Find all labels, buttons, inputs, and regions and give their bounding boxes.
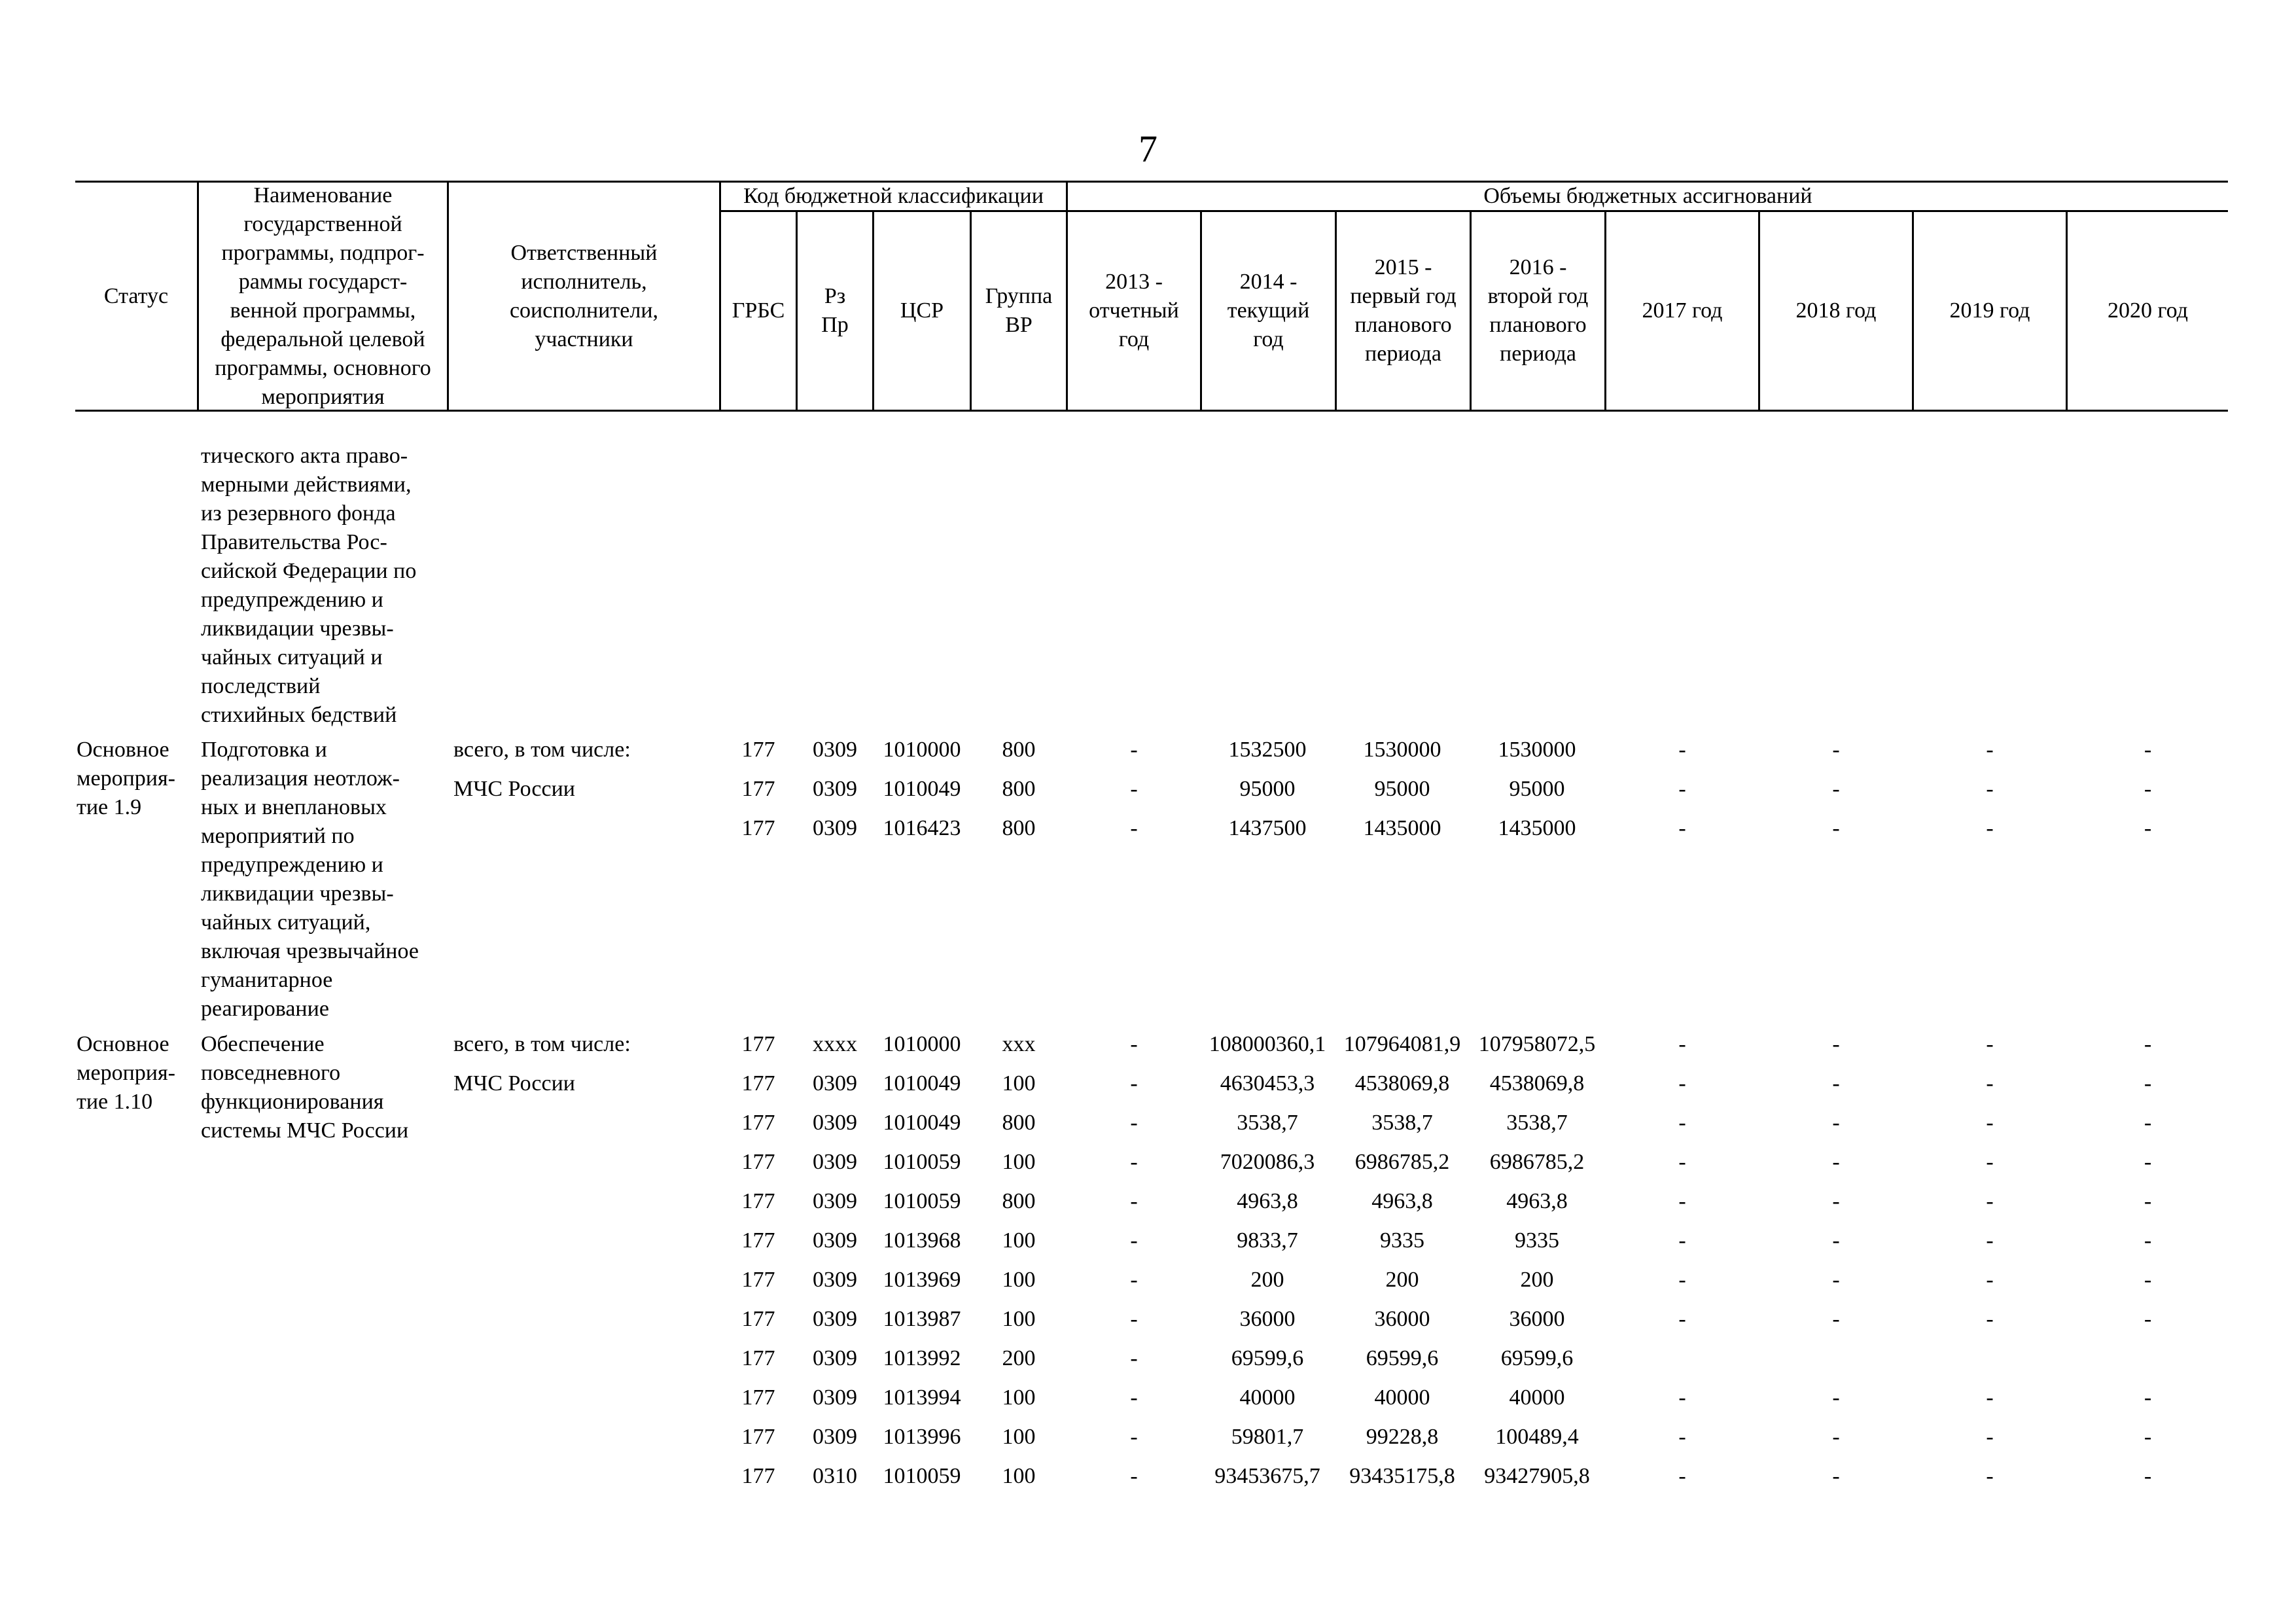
block1-row-2-y2020: - — [2144, 777, 2152, 801]
block2-row-9-y2013: - — [1130, 1346, 1138, 1370]
block1-row-1-y2013: - — [1130, 738, 1138, 762]
block1-row-1-y2018: - — [1832, 738, 1840, 762]
block1-row-1-rzpr: 0309 — [813, 738, 857, 762]
block2-row-11-y2013: - — [1130, 1425, 1138, 1449]
block2-row-1-y2015: 107964081,9 — [1343, 1032, 1461, 1056]
block2-row-6-y2013: - — [1130, 1228, 1138, 1253]
block1-row-3-y2016: 1435000 — [1498, 816, 1576, 840]
block1-row-1-y2017: - — [1678, 738, 1686, 762]
block2-row-2-y2015: 4538069,8 — [1354, 1071, 1450, 1096]
block2-row-7-vr: 100 — [1002, 1268, 1036, 1292]
block1-row-2-csr: 1010049 — [883, 777, 961, 801]
block2-row-12-y2016: 93427905,8 — [1484, 1464, 1590, 1488]
block2-row-7-y2015: 200 — [1385, 1268, 1419, 1292]
block2-row-3-y2016: 3538,7 — [1506, 1111, 1568, 1135]
block2-row-5-rzpr: 0309 — [813, 1189, 857, 1213]
block2-row-5-y2018: - — [1832, 1189, 1840, 1213]
block1-row-3-y2017: - — [1678, 816, 1686, 840]
block2-row-5-y2017: - — [1678, 1189, 1686, 1213]
header-program-name: Наименование государственной программы, подпрог- раммы государст- венной программы, федеральной целевой программы, основного мероприятия — [215, 183, 431, 409]
block2-row-2-vr: 100 — [1002, 1071, 1036, 1096]
block2-row-4-y2015: 6986785,2 — [1354, 1150, 1450, 1174]
block2-row-5-grbs: 177 — [741, 1189, 775, 1213]
block2-row-12-y2015: 93435175,8 — [1349, 1464, 1455, 1488]
block2-row-11-y2016: 100489,4 — [1495, 1425, 1579, 1449]
block2-row-7-y2018: - — [1832, 1268, 1840, 1292]
block1-row-2-y2015: 95000 — [1374, 777, 1430, 801]
block2-row-12-y2013: - — [1130, 1464, 1138, 1488]
block2-row-10-y2020: - — [2144, 1385, 2152, 1410]
block2-row-11-y2020: - — [2144, 1425, 2152, 1449]
block2-row-4-y2018: - — [1832, 1150, 1840, 1174]
block2-row-1-grbs: 177 — [741, 1032, 775, 1056]
block2-row-4-vr: 100 — [1002, 1150, 1036, 1174]
block2-row-5-y2020: - — [2144, 1189, 2152, 1213]
header-grbs: ГРБС — [732, 298, 785, 323]
block2-row-6-y2018: - — [1832, 1228, 1840, 1253]
block2-row-11-y2014: 59801,7 — [1231, 1425, 1304, 1449]
block1-row-1-vr: 800 — [1002, 738, 1036, 762]
block2-row-5-y2016: 4963,8 — [1506, 1189, 1568, 1213]
header-2013: 2013 - отчетный год — [1089, 270, 1179, 351]
block2-row-12-y2017: - — [1678, 1464, 1686, 1488]
block1-row-3-y2020: - — [2144, 816, 2152, 840]
block2-row-1-y2018: - — [1832, 1032, 1840, 1056]
block1-row-1-y2014: 1532500 — [1228, 738, 1307, 762]
block2-row-4-grbs: 177 — [741, 1150, 775, 1174]
header-csr: ЦСР — [900, 298, 944, 323]
block2-row-11-y2019: - — [1986, 1425, 1994, 1449]
block2-row-7-y2016: 200 — [1520, 1268, 1554, 1292]
header-budget-code-group: Код бюджетной классификации — [743, 184, 1044, 208]
block1-row-3-csr: 1016423 — [883, 816, 961, 840]
block2-row-7-csr: 1013969 — [883, 1268, 961, 1292]
block2-row-1-y2017: - — [1678, 1032, 1686, 1056]
block1-row-1-y2019: - — [1986, 738, 1994, 762]
block2-row-4-y2016: 6986785,2 — [1489, 1150, 1585, 1174]
block2-row-3-y2018: - — [1832, 1111, 1840, 1135]
block2-row-12-csr: 1010059 — [883, 1464, 961, 1488]
block2-row-10-y2014: 40000 — [1239, 1385, 1296, 1410]
block2-row-8-y2019: - — [1986, 1307, 1994, 1331]
block2-row-10-y2017: - — [1678, 1385, 1686, 1410]
block2-row-3-vr: 800 — [1002, 1111, 1036, 1135]
block2-row-9-grbs: 177 — [741, 1346, 775, 1370]
block2-row-1-y2020: - — [2144, 1032, 2152, 1056]
block2-row-10-rzpr: 0309 — [813, 1385, 857, 1410]
block2-row-9-y2015: 69599,6 — [1366, 1346, 1439, 1370]
block2-row-8-rzpr: 0309 — [813, 1307, 857, 1331]
block2-row-3-grbs: 177 — [741, 1111, 775, 1135]
block2-row-12-vr: 100 — [1002, 1464, 1036, 1488]
block2-row-4-csr: 1010059 — [883, 1150, 961, 1174]
block1-row-2-y2019: - — [1986, 777, 1994, 801]
block2-row-6-csr: 1013968 — [883, 1228, 961, 1253]
block2-row-1-csr: 1010000 — [883, 1032, 961, 1056]
block2-row-1-y2019: - — [1986, 1032, 1994, 1056]
block2-row-3-y2020: - — [2144, 1111, 2152, 1135]
block2-row-2-y2013: - — [1130, 1071, 1138, 1096]
header-2019: 2019 год — [1949, 298, 2030, 323]
block2-row-10-y2019: - — [1986, 1385, 1994, 1410]
block2-row-8-y2015: 36000 — [1374, 1307, 1430, 1331]
block1-row-3-rzpr: 0309 — [813, 816, 857, 840]
block2-row-3-rzpr: 0309 — [813, 1111, 857, 1135]
block2-row-7-y2019: - — [1986, 1268, 1994, 1292]
block1-row-3-y2013: - — [1130, 816, 1138, 840]
block2-row-7-rzpr: 0309 — [813, 1268, 857, 1292]
block2-row-10-y2013: - — [1130, 1385, 1138, 1410]
block2-row-7-y2017: - — [1678, 1268, 1686, 1292]
block2-row-2-y2019: - — [1986, 1071, 1994, 1096]
block2-row-8-y2014: 36000 — [1239, 1307, 1296, 1331]
block2-row-5-y2015: 4963,8 — [1371, 1189, 1433, 1213]
block2-row-1-y2016: 107958072,5 — [1478, 1032, 1596, 1056]
block2-row-3-y2013: - — [1130, 1111, 1138, 1135]
block2-row-3-y2017: - — [1678, 1111, 1686, 1135]
block2-row-1-y2014: 108000360,1 — [1209, 1032, 1326, 1056]
block2-row-2-rzpr: 0309 — [813, 1071, 857, 1096]
block2-row-3-y2019: - — [1986, 1111, 1994, 1135]
block2-row-11-grbs: 177 — [741, 1425, 775, 1449]
block2-row-6-y2016: 9335 — [1515, 1228, 1559, 1253]
header-budget-volumes-group: Объемы бюджетных ассигнований — [1483, 184, 1812, 208]
block1-row-2-grbs: 177 — [741, 777, 775, 801]
block2-row-10-y2018: - — [1832, 1385, 1840, 1410]
block2-row-4-y2020: - — [2144, 1150, 2152, 1174]
header-2020: 2020 год — [2108, 298, 2188, 323]
block2-row-9-y2016: 69599,6 — [1500, 1346, 1574, 1370]
block2-row-8-grbs: 177 — [741, 1307, 775, 1331]
block2-row-9-y2014: 69599,6 — [1231, 1346, 1304, 1370]
block1-row-1-y2020: - — [2144, 738, 2152, 762]
block2-row-1-exec: всего, в том числе: — [453, 1032, 631, 1056]
block2-row-3-csr: 1010049 — [883, 1111, 961, 1135]
block2-row-6-y2019: - — [1986, 1228, 1994, 1253]
block2-row-10-y2016: 40000 — [1509, 1385, 1565, 1410]
block2-row-10-grbs: 177 — [741, 1385, 775, 1410]
header-vr: Группа ВР — [985, 284, 1053, 337]
block2-row-6-y2015: 9335 — [1380, 1228, 1424, 1253]
block1-row-1-y2016: 1530000 — [1498, 738, 1576, 762]
block1-row-2-exec: МЧС России — [453, 777, 575, 801]
block2-row-12-y2019: - — [1986, 1464, 1994, 1488]
block2-row-1-vr: xxx — [1002, 1032, 1036, 1056]
block2-row-6-vr: 100 — [1002, 1228, 1036, 1253]
block2-row-11-vr: 100 — [1002, 1425, 1036, 1449]
block2-row-2-y2020: - — [2144, 1071, 2152, 1096]
block2-row-6-y2020: - — [2144, 1228, 2152, 1253]
block1-row-2-y2014: 95000 — [1239, 777, 1296, 801]
block2-row-4-y2017: - — [1678, 1150, 1686, 1174]
block2-row-6-y2014: 9833,7 — [1237, 1228, 1298, 1253]
block2-row-8-csr: 1013987 — [883, 1307, 961, 1331]
block1-row-2-y2016: 95000 — [1509, 777, 1565, 801]
block1-row-2-rzpr: 0309 — [813, 777, 857, 801]
block2-row-2-exec: МЧС России — [453, 1071, 575, 1096]
block2-row-8-y2013: - — [1130, 1307, 1138, 1331]
block1-row-3-y2015: 1435000 — [1363, 816, 1441, 840]
block2-row-12-y2018: - — [1832, 1464, 1840, 1488]
block1-row-1-y2015: 1530000 — [1363, 738, 1441, 762]
block2-row-9-csr: 1013992 — [883, 1346, 961, 1370]
header-2017: 2017 год — [1642, 298, 1723, 323]
block1-row-1-grbs: 177 — [741, 738, 775, 762]
block2-row-12-y2014: 93453675,7 — [1214, 1464, 1320, 1488]
block2-row-1-y2013: - — [1130, 1032, 1138, 1056]
block1-row-3-y2018: - — [1832, 816, 1840, 840]
block2-row-11-y2017: - — [1678, 1425, 1686, 1449]
block2-row-4-y2013: - — [1130, 1150, 1138, 1174]
block2-row-2-y2014: 4630453,3 — [1220, 1071, 1315, 1096]
block2-row-12-rzpr: 0310 — [813, 1464, 857, 1488]
block2-row-12-y2020: - — [2144, 1464, 2152, 1488]
block2-row-8-y2018: - — [1832, 1307, 1840, 1331]
header-2018: 2018 год — [1795, 298, 1877, 323]
block2-row-8-vr: 100 — [1002, 1307, 1036, 1331]
block2-row-5-y2014: 4963,8 — [1237, 1189, 1298, 1213]
header-2015: 2015 - первый год планового периода — [1350, 255, 1457, 366]
block2-row-2-y2018: - — [1832, 1071, 1840, 1096]
block2-row-4-y2014: 7020086,3 — [1220, 1150, 1315, 1174]
block2-status: Основное мероприя- тие 1.10 — [77, 1032, 175, 1114]
block2-row-7-y2013: - — [1130, 1268, 1138, 1292]
block2-row-2-csr: 1010049 — [883, 1071, 961, 1096]
continuation-name-text: тического акта право- мерными действиями, из резервного фонда Правительства Рос- сийской Федерации по предупреждению и ликвидации чрезвы- чайных ситуаций и последствий стихийных бедствий — [201, 444, 417, 727]
block2-row-5-csr: 1010059 — [883, 1189, 961, 1213]
block2-row-11-y2015: 99228,8 — [1366, 1425, 1439, 1449]
header-status: Статус — [103, 283, 169, 308]
block2-row-6-grbs: 177 — [741, 1228, 775, 1253]
block1-row-3-y2019: - — [1986, 816, 1994, 840]
block2-row-8-y2016: 36000 — [1509, 1307, 1565, 1331]
block2-row-7-grbs: 177 — [741, 1268, 775, 1292]
block2-row-6-rzpr: 0309 — [813, 1228, 857, 1253]
page-number: 7 — [1139, 128, 1157, 170]
block2-row-9-rzpr: 0309 — [813, 1346, 857, 1370]
block2-row-5-vr: 800 — [1002, 1189, 1036, 1213]
block2-row-5-y2013: - — [1130, 1189, 1138, 1213]
block2-row-5-y2019: - — [1986, 1189, 1994, 1213]
block1-row-3-y2014: 1437500 — [1228, 816, 1307, 840]
block2-row-2-y2016: 4538069,8 — [1489, 1071, 1585, 1096]
block2-row-9-vr: 200 — [1002, 1346, 1036, 1370]
block2-row-11-csr: 1013996 — [883, 1425, 961, 1449]
block1-row-1-exec: всего, в том числе: — [453, 738, 631, 762]
block1-row-3-vr: 800 — [1002, 816, 1036, 840]
header-2016: 2016 - второй год планового периода — [1487, 255, 1589, 366]
block2-row-4-rzpr: 0309 — [813, 1150, 857, 1174]
header-rzpr: Рз Пр — [821, 284, 849, 337]
block2-row-8-y2017: - — [1678, 1307, 1686, 1331]
block2-row-2-grbs: 177 — [741, 1071, 775, 1096]
header-executor: Ответственный исполнитель, соисполнители, участники — [509, 240, 659, 351]
header-2014: 2014 - текущий год — [1227, 270, 1310, 351]
block2-row-3-y2014: 3538,7 — [1237, 1111, 1298, 1135]
block1-status: Основное мероприя- тие 1.9 — [77, 738, 175, 819]
block2-row-10-y2015: 40000 — [1374, 1385, 1430, 1410]
block2-row-10-csr: 1013994 — [883, 1385, 961, 1410]
block2-name: Обеспечение повседневного функционирования системы МЧС России — [201, 1032, 409, 1143]
block2-row-7-y2020: - — [2144, 1268, 2152, 1292]
block1-name: Подготовка и реализация неотлож- ных и внеплановых мероприятий по предупреждению и ликвидации чрезвы- чайных ситуаций, включая чрезвычайное гуманитарное реагирование — [201, 738, 419, 1021]
block2-row-3-y2015: 3538,7 — [1371, 1111, 1433, 1135]
block1-row-2-y2017: - — [1678, 777, 1686, 801]
block1-row-3-grbs: 177 — [741, 816, 775, 840]
block1-row-2-y2018: - — [1832, 777, 1840, 801]
block2-row-4-y2019: - — [1986, 1150, 1994, 1174]
block2-row-12-grbs: 177 — [741, 1464, 775, 1488]
block2-row-10-vr: 100 — [1002, 1385, 1036, 1410]
block1-row-1-csr: 1010000 — [883, 738, 961, 762]
block2-row-8-y2020: - — [2144, 1307, 2152, 1331]
block1-row-2-y2013: - — [1130, 777, 1138, 801]
block1-row-2-vr: 800 — [1002, 777, 1036, 801]
block2-row-6-y2017: - — [1678, 1228, 1686, 1253]
block2-row-11-y2018: - — [1832, 1425, 1840, 1449]
block2-row-1-rzpr: xxxx — [813, 1032, 857, 1056]
block2-row-11-rzpr: 0309 — [813, 1425, 857, 1449]
block2-row-2-y2017: - — [1678, 1071, 1686, 1096]
block2-row-7-y2014: 200 — [1250, 1268, 1284, 1292]
